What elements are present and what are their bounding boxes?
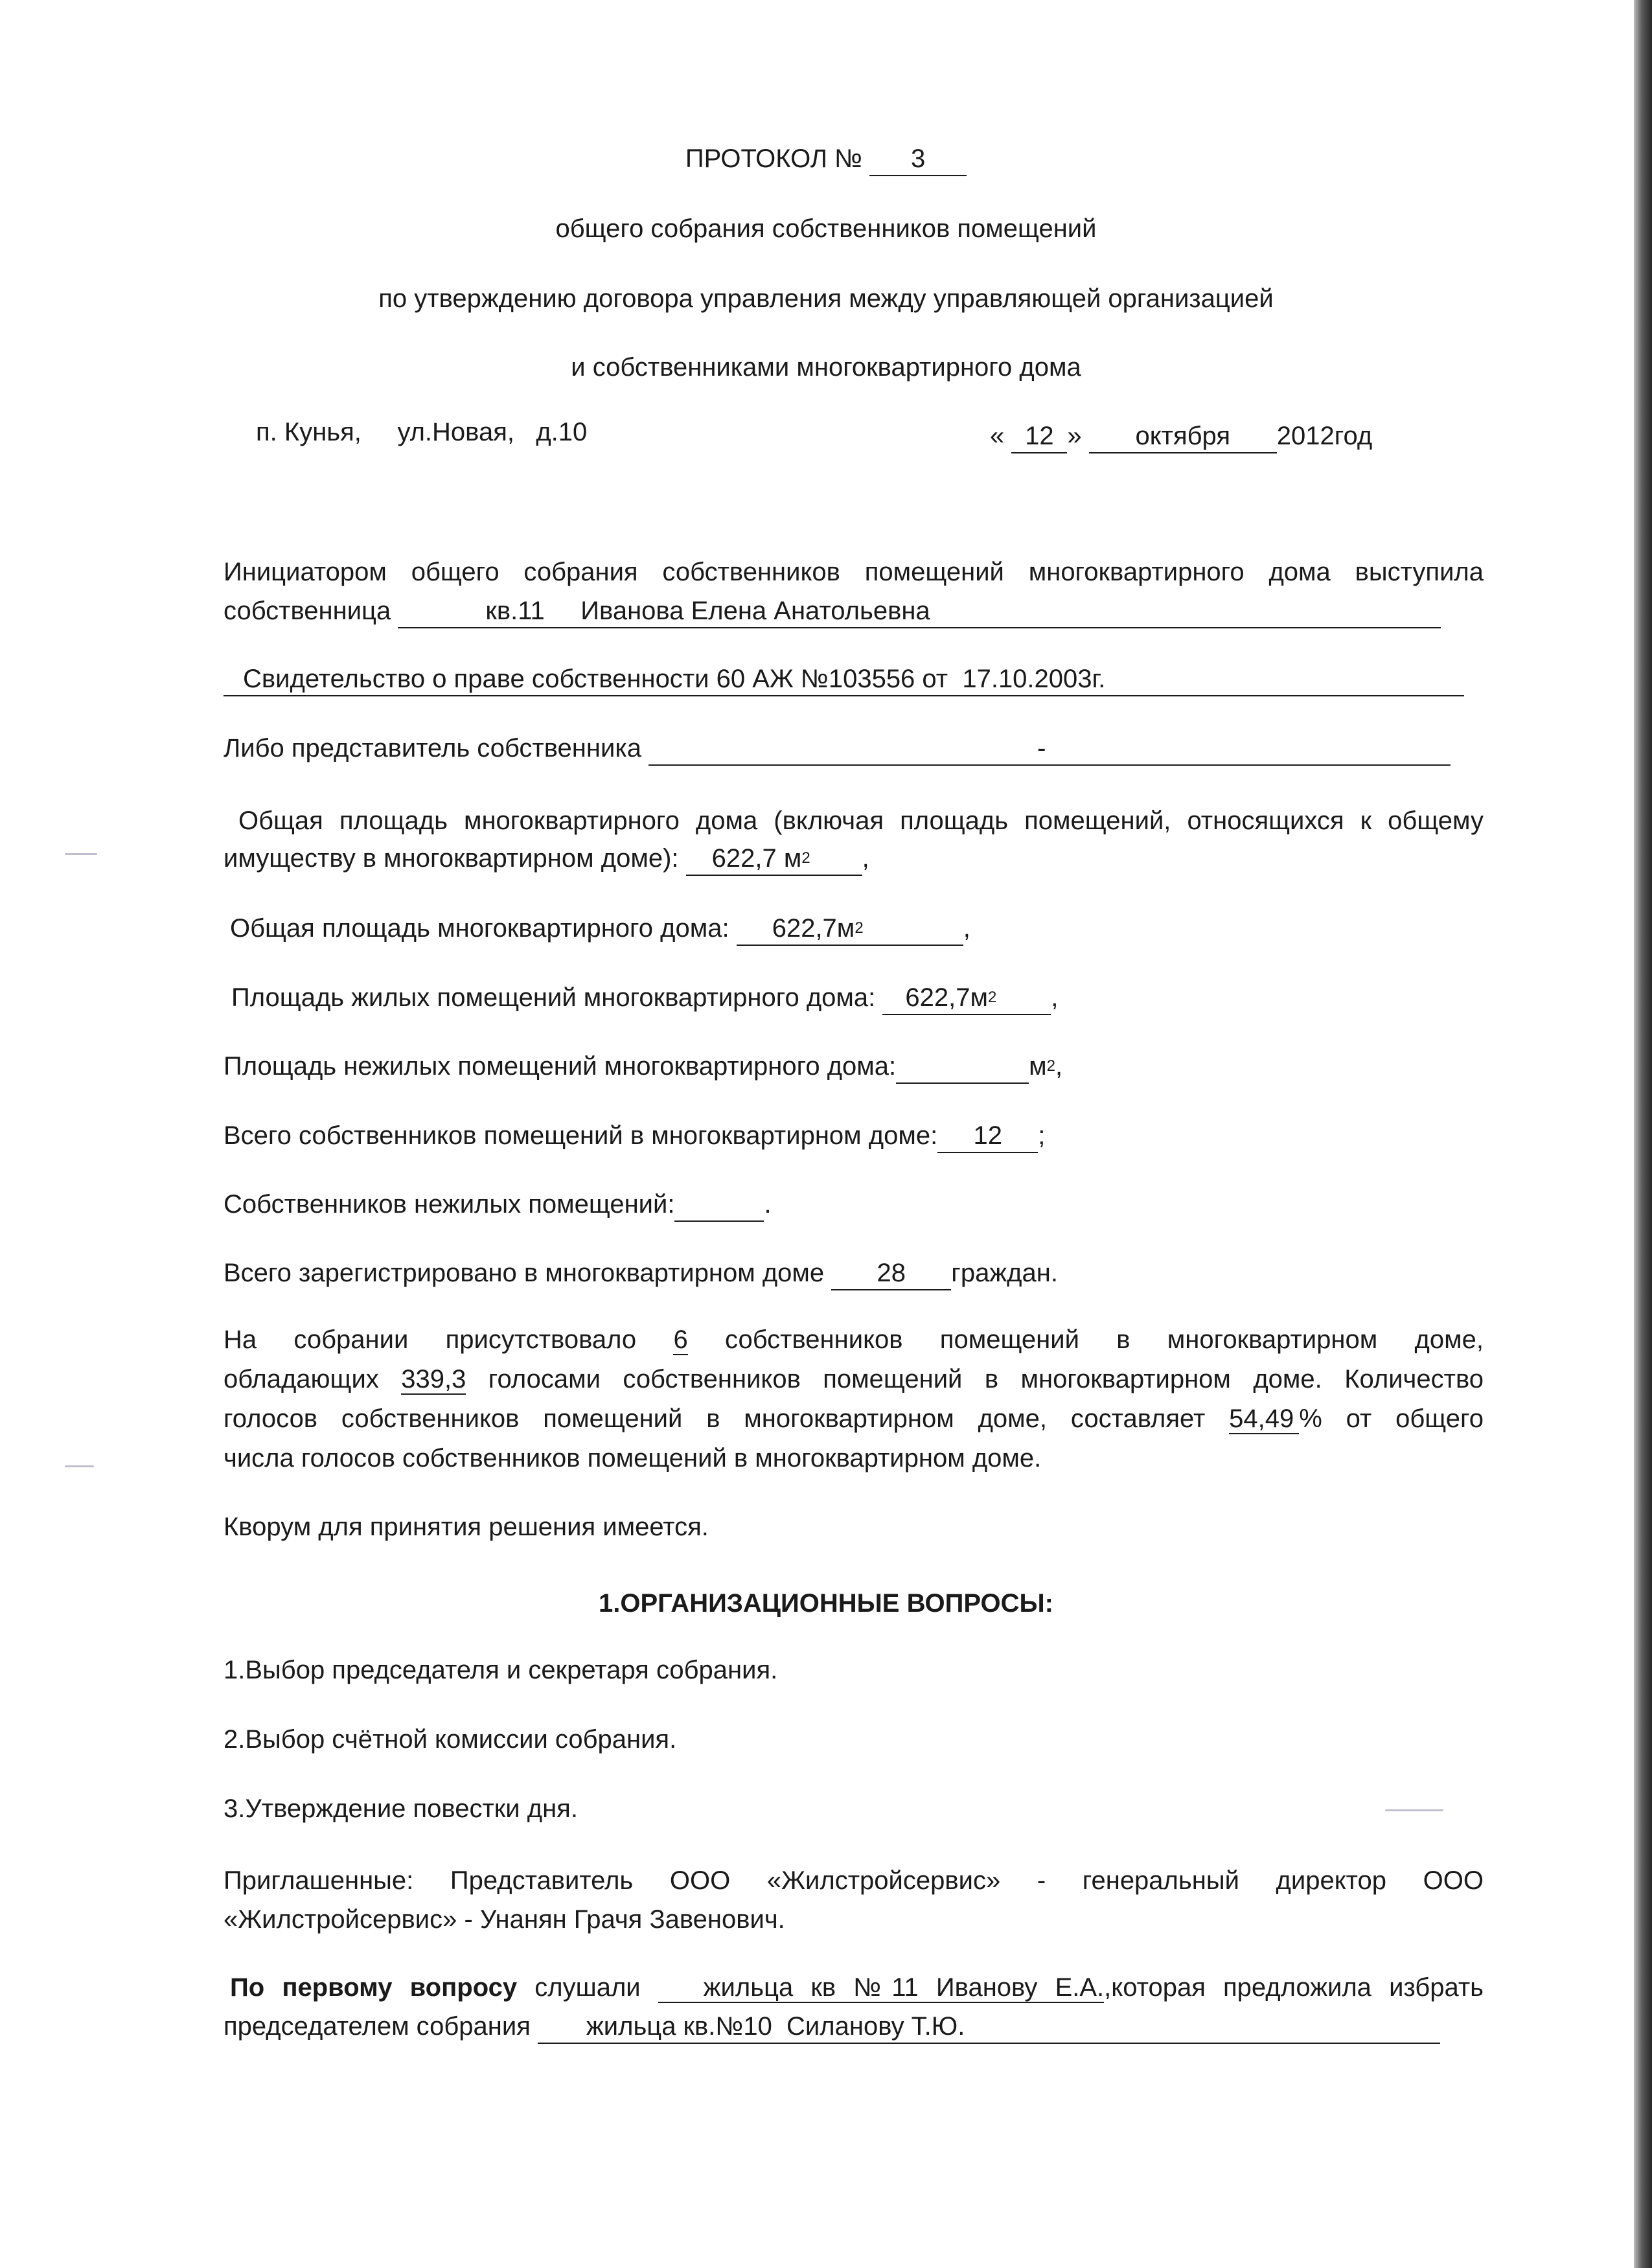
date-year: 2012год [1276, 422, 1373, 450]
agenda-item: 3.Утверждение повестки дня. [224, 1794, 578, 1823]
total-area-line: Общая площадь многоквартирного дома: $622,7м^2$ , [230, 912, 970, 946]
attendance-owners-value: 6 [673, 1325, 688, 1354]
attendance-line-3: голосов собственников помещений в многоквартирном доме, составляет 54,49 % от общего [224, 1404, 1484, 1433]
registered-value: 28 [831, 1257, 951, 1290]
registered-line: Всего зарегистрировано в многоквартирном доме 28 граждан. [224, 1257, 1058, 1290]
owners-total-value: 12 [937, 1119, 1038, 1153]
scan-mark [1385, 1809, 1443, 1811]
protocol-title: ПРОТОКОЛ № 3 [0, 143, 1652, 176]
initiator-name: кв.11 Иванова Елена Анатольевна [398, 595, 1441, 628]
attendance-votes-value: 339,3 [401, 1365, 466, 1393]
title-line-4: и собственниками многоквартирного дома [571, 353, 1081, 382]
residential-area-line: Площадь жилых помещений многоквартирного дома: $622,7м^2$ , [231, 981, 1059, 1015]
title-line-3: по утверждению договора управления между управляющей организацией [378, 284, 1274, 313]
protocol-number: 3 [869, 143, 967, 176]
total-area-incl-common-line-2: имуществу в многоквартирном доме): 622,7 $м^2$ , [224, 842, 869, 876]
nonresidential-area-line: Площадь нежилых помещений многоквартирного дома: $м^2$, [224, 1050, 1062, 1084]
invited-line-1: Приглашенные: Представитель ООО «Жилстройсервис» - генеральный директор ООО [224, 1866, 1484, 1895]
agenda-item: 1.Выбор председателя и секретаря собрания. [224, 1656, 778, 1684]
attendance-line-4: числа голосов собственников помещений в многоквартирном доме. [224, 1444, 1042, 1472]
total-area-value: $622,7м^2$ [737, 912, 963, 946]
section-title: 1.ОРГАНИЗАЦИОННЫЕ ВОПРОСЫ: [599, 1589, 1053, 1618]
scan-mark [65, 1465, 94, 1467]
attendance-percent-value: 54,49 [1229, 1404, 1299, 1434]
total-area-incl-common-value: 622,7 $м^2$ [686, 842, 862, 876]
scan-edge-shadow [1634, 0, 1652, 2268]
owners-nonresidential-line: Собственников нежилых помещений: . [224, 1188, 772, 1222]
address: п. Кунья, ул.Новая, д.10 [256, 418, 588, 446]
initiator-line-2: собственница кв.11 Иванова Елена Анатольевна [224, 595, 1441, 628]
initiator-line-1: Инициатором общего собрания собственников помещений многоквартирного дома выступила [224, 558, 1484, 586]
quorum: Кворум для принятия решения имеется. [224, 1513, 709, 1541]
representative-value: - [648, 732, 1451, 766]
nonresidential-area-value [896, 1050, 1029, 1084]
title-line-2: общего собрания собственников помещений [555, 214, 1097, 243]
invited-line-2: «Жилстройсервис» - Унанян Грачя Завенович. [224, 1905, 785, 1934]
date: « 12 » октября 2012год [990, 420, 1372, 453]
owners-nonresidential-value [674, 1188, 764, 1222]
attendance-line-2: обладающих 339,3 голосами собственников помещений в многоквартирном доме. Количество [224, 1365, 1484, 1393]
first-question-line-1: По первому вопросу слушали жильца кв №11 Иванову Е.А.,которая предложила избрать [230, 1973, 1484, 2002]
residential-area-value: $622,7м^2$ [882, 981, 1051, 1015]
owners-total-line: Всего собственников помещений в многоквартирном доме: 12 ; [224, 1119, 1045, 1153]
total-area-incl-common-line-1: Общая площадь многоквартирного дома (включая площадь помещений, относящихся к общему [238, 807, 1484, 835]
ownership-certificate: Свидетельство о праве собственности 60 АЖ №103556 от 17.10.2003г. [224, 663, 1464, 696]
first-question-chair: жильца кв.№10 Силанову Т.Ю. [538, 2010, 1440, 2044]
agenda-item: 2.Выбор счётной комиссии собрания. [224, 1725, 677, 1754]
date-day: 12 [1011, 420, 1067, 453]
first-question-speaker: жильца кв №11 Иванову Е.А. [658, 1973, 1104, 2003]
first-question-line-2: председателем собрания жильца кв.№10 Силанову Т.Ю. [224, 2010, 1440, 2044]
attendance-line-1: На собрании присутствовало 6 собственников помещений в многоквартирном доме, [224, 1325, 1484, 1354]
representative-line: Либо представитель собственника - [224, 732, 1451, 766]
scan-mark [65, 853, 97, 855]
date-month: октября [1089, 420, 1277, 453]
